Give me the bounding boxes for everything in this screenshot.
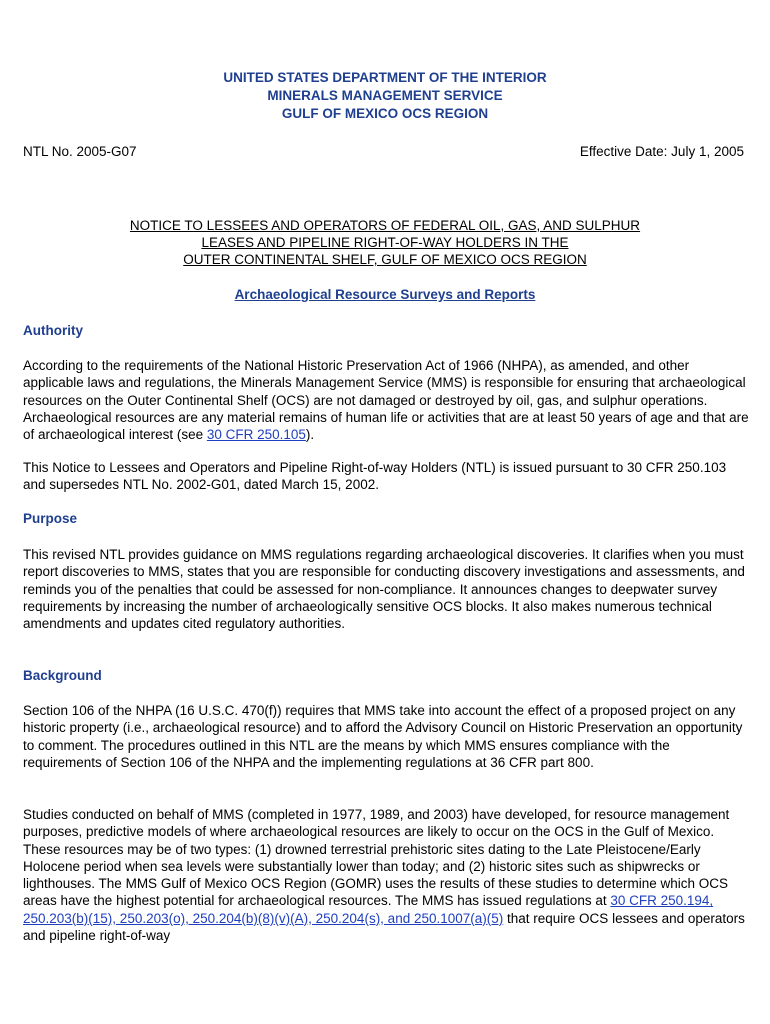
authority-paragraph-1-text: According to the requirements of the National Historic Preservation Act of 1966 (NHPA), as amended, and other applicable laws and regulations, the Minerals Management Service (MMS) is responsible for ensuring that archaeological resources on the Outer Continental Shelf (OCS) are not damaged or destroyed by oil, gas, and sulphur operations. Archaeological resources are any material remains of human life or activities that are at least 50 years of age and that are of archaeological interest (see: [23, 358, 749, 443]
notice-title-line-2: LEASES AND PIPELINE RIGHT-OF-WAY HOLDERS IN THE: [201, 235, 569, 250]
authority-heading: Authority: [23, 323, 83, 338]
background-paragraph-2-end: that require OCS lessees and operators and pipeline right-of-way: [23, 910, 745, 944]
purpose-heading: Purpose: [23, 511, 78, 526]
service-name: MINERALS MANAGEMENT SERVICE: [267, 88, 503, 103]
ntl-number: NTL No. 2005-G07: [23, 144, 137, 159]
cfr-250-105-link[interactable]: 30 CFR 250.105: [206, 427, 306, 443]
region-name: GULF OF MEXICO OCS REGION: [281, 106, 489, 121]
authority-paragraph-2: This Notice to Lessees and Operators and Pipeline Right-of-way Holders (NTL) is issued pursuant to 30 CFR 250.103 and supersedes NTL No. 2002-G01, dated March 15, 2002.: [23, 460, 727, 493]
purpose-paragraph: This revised NTL provides guidance on MMS regulations regarding archaeological discoveries. It clarifies when you must report discoveries to MMS, states that you are responsible for conducting discovery investigations and assessments, and reminds you of the penalties that could be assessed for non-compliance. It announces changes to deepwater survey requirements by increasing the number of archaeologically sensitive OCS blocks. It also makes numerous technical amendments and updates cited regulatory authorities.: [23, 547, 745, 632]
notice-title-line-1: NOTICE TO LESSEES AND OPERATORS OF FEDERAL OIL, GAS, AND SULPHUR: [129, 218, 641, 233]
cfr-regulations-link[interactable]: 30 CFR 250.194, 250.203(b)(15), 250.203(o), 250.204(b)(8)(v)(A), 250.204(s), and 250.1007(a)(5): [23, 893, 714, 926]
notice-title-line-3: OUTER CONTINENTAL SHELF, GULF OF MEXICO OCS REGION: [183, 252, 587, 267]
background-paragraph-2-text: Studies conducted on behalf of MMS (completed in 1977, 1989, and 2003) have developed, for resource management purposes, predictive models of where archaeological resources are likely to occur on the OCS in the Gulf of Mexico. These resources may be of two types: (1) drowned terrestrial prehistoric sites dating to the Late Pleistocene/Early Holocene period when sea levels were substantially lower than today; and (2) historic sites such as shipwrecks or lighthouses. The MMS Gulf of Mexico OCS Region (GOMR) uses the results of these studies to determine which OCS areas have the highest potential for archaeological resources. The MMS has issued regulations at: [23, 807, 730, 909]
authority-paragraph-1-end: ).: [305, 427, 315, 443]
subject-heading: Archaeological Resource Surveys and Reports: [234, 287, 536, 302]
authority-paragraph-1: [23, 357, 751, 443]
background-heading: Background: [23, 668, 102, 683]
effective-date: Effective Date: July 1, 2005: [579, 144, 744, 159]
agency-name: UNITED STATES DEPARTMENT OF THE INTERIOR: [223, 70, 547, 85]
background-paragraph-2: [23, 806, 751, 944]
background-paragraph-1: Section 106 of the NHPA (16 U.S.C. 470(f)) requires that MMS take into account the effect of a proposed project on any historic property (i.e., archaeological resource) and to afford the Advisory Council on Historic Preservation an opportunity to comment. The procedures outlined in this NTL are the means by which MMS ensures compliance with the requirements of Section 106 of the NHPA and the implementing regulations at 36 CFR part 800.: [23, 703, 743, 770]
